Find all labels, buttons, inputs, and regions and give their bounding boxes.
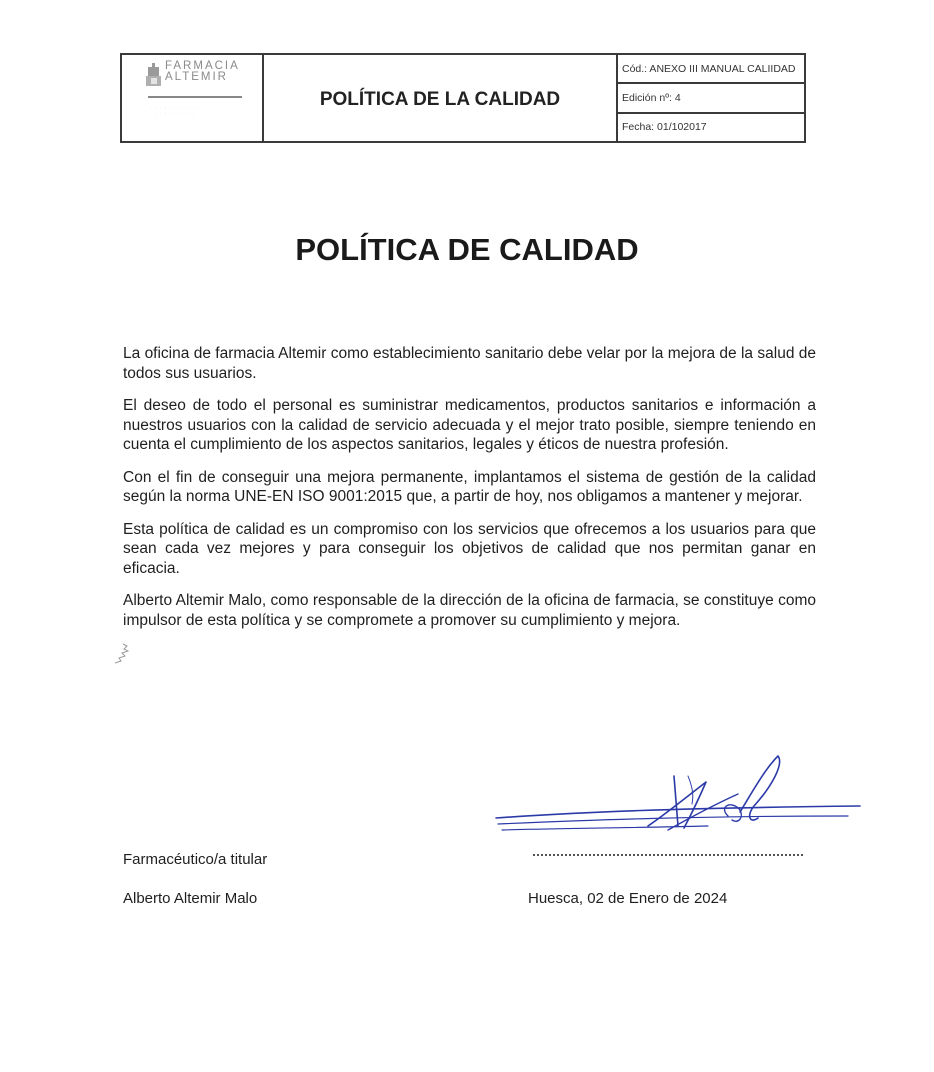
place-and-date: Huesca, 02 de Enero de 2024 — [528, 890, 728, 907]
logo-faint-subtext: · · · · · · · · · · · · · · · · · · · · · · — [150, 105, 205, 116]
paragraph-1: La oficina de farmacia Altemir como establecimiento sanitario debe velar por la mejora de la salud de todos sus usuarios. — [123, 345, 816, 382]
scan-smudge-icon — [113, 642, 131, 664]
logo-line-2: ALTEMIR — [165, 71, 228, 83]
paragraph-3: Con el fin de conseguir una mejora permanente, implantamos el sistema de gestión de la calidad según la norma UNE-EN ISO 9001:2015 que, a partir de hoy, nos obligamos a mantener y mejorar. — [123, 468, 816, 505]
logo-line-1: FARMACIA — [165, 60, 240, 72]
logo-divider — [148, 96, 242, 98]
document-code: Cód.: ANEXO III MANUAL CALIIDAD — [618, 55, 804, 84]
logo-text — [165, 61, 240, 83]
paragraph-2: El deseo de todo el personal es suministrar medicamentos, productos sanitarios e información a nuestros usuarios con la calidad de servicio adecuada y el mejor trato posible, siempre teniendo en cuenta el cumplimiento de los aspectos sanitarios, legales y éticos de nuestra profesión. — [123, 397, 816, 453]
pharmacy-logo-icon — [146, 63, 162, 87]
header-title: POLÍTICA DE LA CALIDAD — [264, 55, 618, 141]
paragraph-4: Esta política de calidad es un compromiso con los servicios que ofrecemos a los usuarios para que sean cada vez mejores y para conseguir los objetivos de calidad que nos permitan ganar en eficacia. — [123, 520, 816, 577]
logo-cell — [122, 55, 264, 141]
document-info — [618, 55, 804, 141]
page-title: POLÍTICA DE CALIDAD — [295, 232, 639, 267]
document-date: Fecha: 01/102017 — [622, 121, 707, 134]
signature-line — [533, 852, 803, 856]
signature-icon — [488, 746, 868, 851]
document-header — [120, 53, 806, 143]
signer-name: Alberto Altemir Malo — [123, 890, 258, 907]
document-edition: Edición nº: 4 — [618, 84, 804, 113]
policy-body — [123, 344, 816, 643]
paragraph-5: Alberto Altemir Malo, como responsable de la dirección de la oficina de farmacia, se constituye como impulsor de esta política y se compromete a promover su cumplimiento y mejora. — [123, 592, 816, 629]
logo — [146, 61, 262, 87]
signer-role: Farmacéutico/a titular — [123, 851, 268, 868]
